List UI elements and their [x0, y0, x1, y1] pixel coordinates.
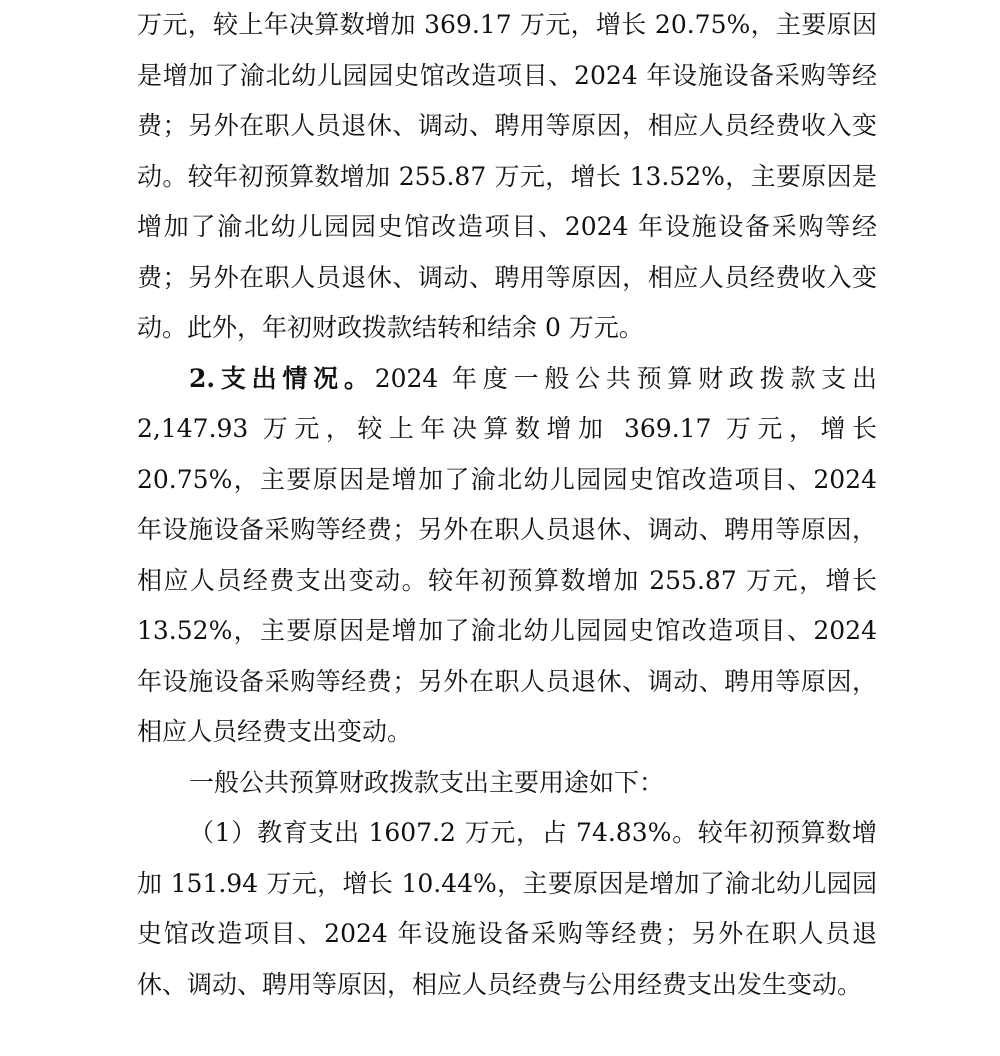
- paragraph-usage-intro: 一般公共预算财政拨款支出主要用途如下：: [189, 767, 665, 797]
- paragraph-expenditure: [137, 354, 877, 758]
- section-heading-expenditure: 2.支出情况。: [189, 363, 375, 393]
- paragraph-education-expenditure: （1）教育支出 1607.2 万元，占 74.83%。较年初预算数增加 151.94 万元，增长 10.44%，主要原因是增加了渝北幼儿园园史馆改造项目、2024 年设施设备采购等经费；另外在职人员退休、调动、聘用等原因，相应人员经费与公用经费支出发生变动。: [137, 818, 877, 999]
- paragraph-income-continuation: 万元，较上年决算数增加 369.17 万元，增长 20.75%，主要原因是增加了渝北幼儿园园史馆改造项目、2024 年设施设备采购等经费；另外在职人员退休、调动、聘用等原因，相应人员经费收入变动。较年初预算数增加 255.87 万元，增长 13.52%，主要原因是增加了渝北幼儿园园史馆改造项目、2024 年设施设备采购等经费；另外在职人员退休、调动、聘用等原因，相应人员经费收入变动。此外，年初财政拨款结转和结余 0 万元。: [137, 10, 877, 342]
- paragraph-expenditure-body: 2024 年度一般公共预算财政拨款支出 2,147.93 万元，较上年决算数增加 369.17 万元，增长 20.75%，主要原因是增加了渝北幼儿园园史馆改造项目、2024 年设施设备采购等经费；另外在职人员退休、调动、聘用等原因，相应人员经费支出变动。较年初预算数增加 255.87 万元，增长 13.52%，主要原因是增加了渝北幼儿园园史馆改造项目、2024 年设施设备采购等经费；另外在职人员退休、调动、聘用等原因，相应人员经费支出变动。: [137, 363, 877, 746]
- document-page: [137, 0, 877, 1010]
